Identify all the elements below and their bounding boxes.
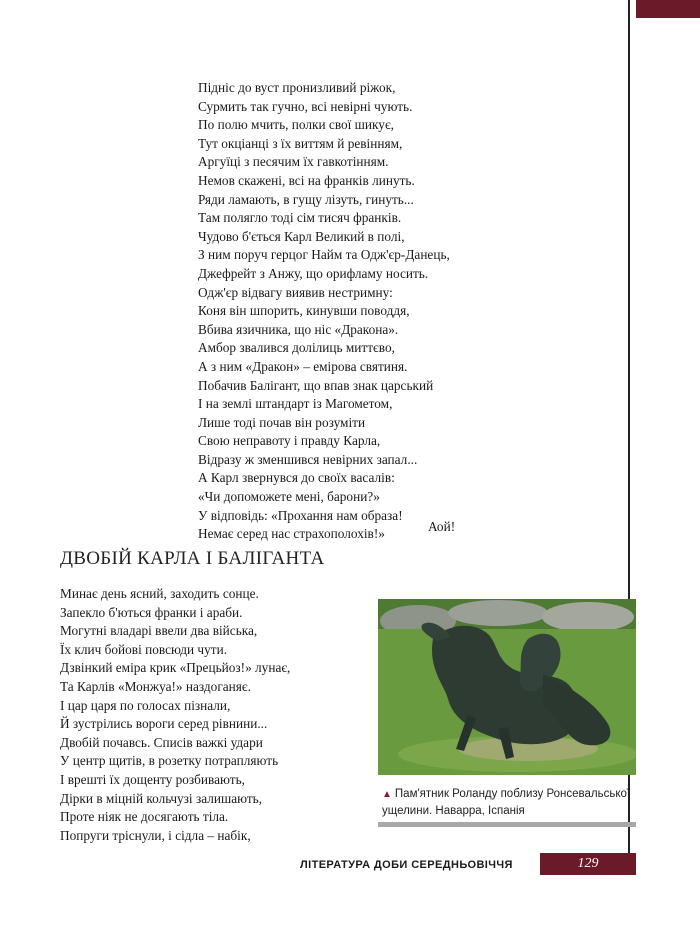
poem-line: Одж'єр відвагу виявив нестримну: xyxy=(198,284,393,300)
poem-line: Минає день ясний, заходить сонце. xyxy=(60,586,259,601)
poem-line: Аргуїці з пеcячим їх гавкотінням. xyxy=(198,154,389,170)
page-number: 129 xyxy=(540,853,636,875)
poem-line: Свою неправоту і правду Карла, xyxy=(198,433,381,449)
roland-monument-photo xyxy=(378,599,636,775)
poem-line: Запекло б'ються франки і араби. xyxy=(60,604,243,620)
poem-line: Сурмить так гучно, всі невірні чують. xyxy=(198,98,413,114)
poem-bottom xyxy=(60,585,360,845)
poem-line: Дзвінкий еміра крик «Прецьйоз!» лунає, xyxy=(60,660,291,676)
poem-line: У відповідь: «Прохання нам образа! xyxy=(198,507,403,523)
poem-line: Тут окціанці з їх виттям й ревінням, xyxy=(198,135,403,151)
poem-line: По полю мчить, полки свої шикує, xyxy=(198,117,394,133)
poem-line: Їх клич бойові повсюди чути. xyxy=(60,641,228,657)
poem-line: Дірки в міцній кольчузі залишають, xyxy=(60,790,263,806)
poem-line: Чудово б'ється Карл Великий в полі, xyxy=(198,228,405,244)
poem-line: Двобій почавсь. Списів важкі удари xyxy=(60,734,263,750)
section-title: ДВОБІЙ КАРЛА І БАЛІГАНТА xyxy=(60,548,325,569)
poem-line: І на землі штандарт із Магометом, xyxy=(198,396,393,412)
poem-line: Там полягло тоді сім тисяч франків. xyxy=(198,210,402,226)
running-title: ЛІТЕРАТУРА ДОБИ СЕРЕДНЬОВІЧЧЯ xyxy=(300,859,513,871)
poem-line: Немає серед нас страхополохів!» xyxy=(198,526,385,542)
poem-line: Й зустрілись вороги серед рівнини... xyxy=(60,716,268,732)
poem-line: Немов скажені, всі на франків линуть. xyxy=(198,172,415,188)
caption-text: Пам'ятник Роланду поблизу Ронсевальської ущелини. Наварра, Іспанія xyxy=(382,788,631,817)
poem-line: Проте ніяк не досягають тіла. xyxy=(60,809,229,825)
poem-line: І врешті їх дощенту розбивають, xyxy=(60,771,245,787)
poem-line: Могутні владарі ввели два війська, xyxy=(60,623,258,639)
poem-top xyxy=(198,79,488,544)
poem-line: Вбива язичника, що ніс «Дракона». xyxy=(198,321,399,337)
poem-line: І цар царя по голосах пізнали, xyxy=(60,697,231,713)
poem-line: А з ним «Дракон» – емірова святиня. xyxy=(198,358,408,374)
poem-line: Лише тоді почав він розуміти xyxy=(198,414,366,430)
poem-line: А Карл звернувся до своїх васалів: xyxy=(198,470,395,486)
poem-line: Відразу ж зменшився невірних запал... xyxy=(198,451,418,467)
photo-caption xyxy=(382,786,634,819)
poem-line: Попруги тріснули, і сідла – набік, xyxy=(60,827,251,843)
caption-bar xyxy=(378,822,636,827)
poem-line: Коня він шпорить, кинувши поводдя, xyxy=(198,303,410,319)
caption-marker-icon: ▲ xyxy=(382,789,392,800)
refrain: Аой! xyxy=(428,519,456,534)
poem-line: У центр щитів, в розетку потрапляють xyxy=(60,753,279,769)
poem-line: Амбор звалився долілиць миттєво, xyxy=(198,340,395,356)
poem-line: Та Карлів «Монжуа!» наздоганяє. xyxy=(60,678,251,694)
poem-line: Підніс до вуст пронизливий ріжок, xyxy=(198,80,396,95)
poem-line: З ним поруч герцог Найм та Одж'єр-Данець, xyxy=(198,247,450,263)
poem-line: Джефрейт з Анжу, що орифламу носить. xyxy=(198,265,429,281)
poem-line: Побачив Балігант, що впав знак царський xyxy=(198,377,434,393)
poem-line: Ряди ламають, в гущу лізуть, гинуть... xyxy=(198,191,414,207)
poem-line: «Чи допоможете мені, барони?» xyxy=(198,489,380,505)
corner-tab xyxy=(636,0,700,18)
